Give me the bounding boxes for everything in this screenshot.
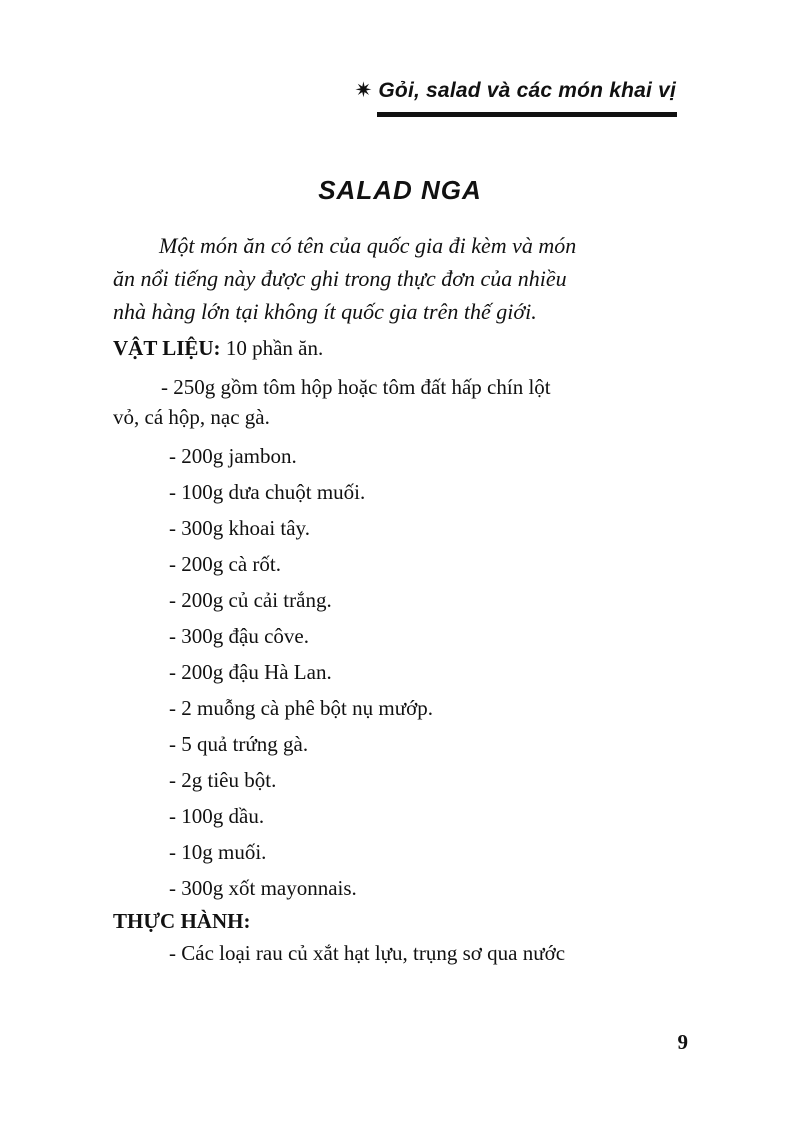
ingredient-item: - 300g khoai tây.	[169, 516, 310, 540]
ingredient-item: - 200g jambon.	[169, 444, 297, 468]
header-rule	[377, 112, 677, 117]
ingredient-item: - 100g dầu.	[169, 804, 265, 828]
running-header: ✷ Gỏi, salad và các món khai vị	[354, 79, 676, 102]
recipe-title: SALAD NGA	[318, 175, 482, 205]
intro-line: ăn nổi tiếng này được ghi trong thực đơn của nhiều	[113, 266, 567, 291]
materials-label: VẬT LIỆU:	[113, 336, 221, 360]
ingredient-item-continued: vỏ, cá hộp, nạc gà.	[113, 405, 270, 429]
practice-label: THỰC HÀNH:	[113, 909, 251, 933]
ingredient-item: - 200g cà rốt.	[169, 552, 281, 576]
ingredient-item: - 100g dưa chuột muối.	[169, 480, 366, 504]
intro-line: nhà hàng lớn tại không ít quốc gia trên thế giới.	[113, 299, 537, 324]
ingredient-item: - 200g đậu Hà Lan.	[169, 660, 332, 684]
practice-heading	[113, 909, 250, 934]
ingredient-list	[113, 372, 703, 906]
ingredient-item: - 2g tiêu bột.	[169, 768, 277, 792]
materials-servings: 10 phần ăn.	[220, 336, 324, 360]
ingredient-item: - 200g củ cải trắng.	[169, 588, 332, 612]
ingredient-item: - 300g xốt mayonnais.	[169, 876, 357, 900]
intro-line: Một món ăn có tên của quốc gia đi kèm và món	[159, 233, 577, 258]
ingredient-item: - 2 muỗng cà phê bột nụ mướp.	[169, 696, 433, 720]
ingredient-item: - 5 quả trứng gà.	[169, 732, 309, 756]
materials-heading	[113, 336, 323, 361]
ingredient-item: - 300g đậu côve.	[169, 624, 309, 648]
page-number: 9	[677, 1030, 688, 1054]
ingredient-item: - 250g gồm tôm hộp hoặc tôm đất hấp chín lột	[161, 375, 551, 399]
ingredient-item: - 10g muối.	[169, 840, 267, 864]
practice-step: - Các loại rau củ xắt hạt lựu, trụng sơ qua nước	[169, 941, 566, 965]
recipe-intro	[113, 229, 703, 328]
